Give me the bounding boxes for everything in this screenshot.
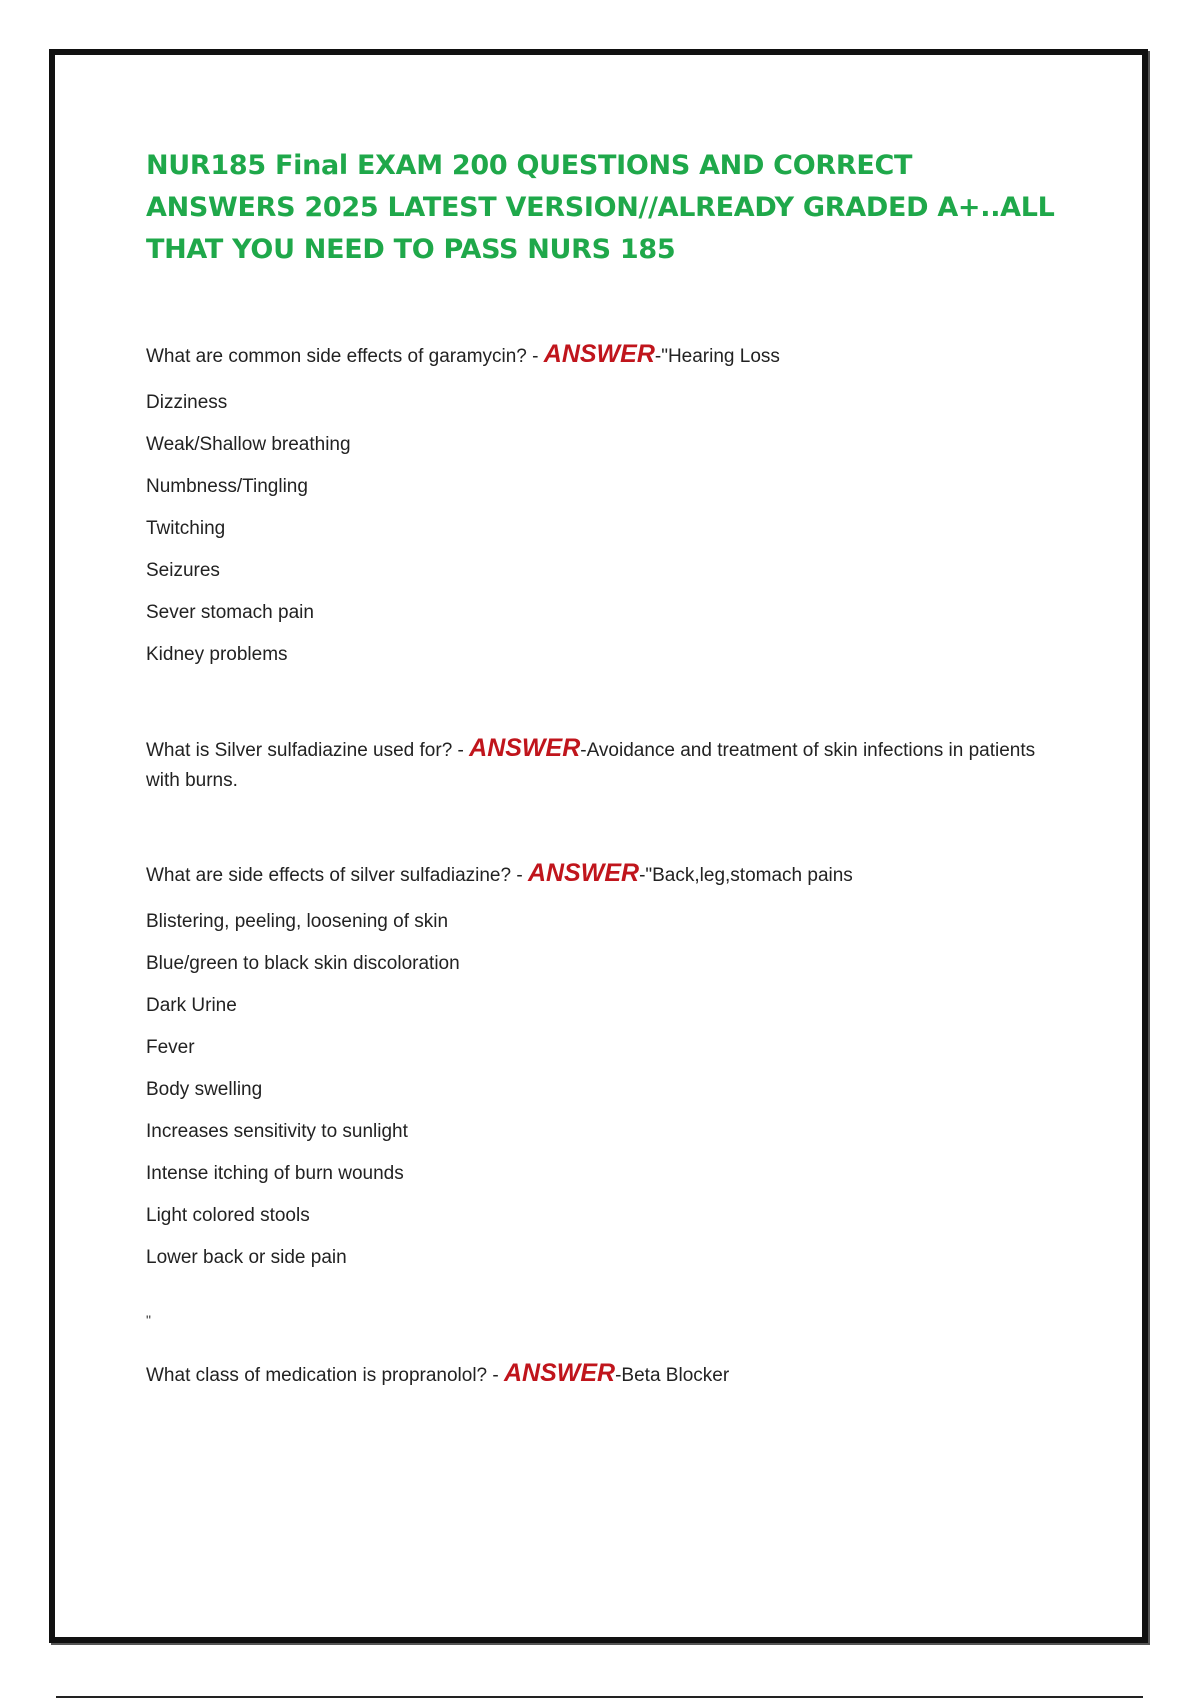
answer-line: Weak/Shallow breathing	[146, 434, 351, 455]
qa-item-garamycin	[146, 339, 1066, 669]
answer-text: -Avoidance and treatment of skin infections in patients with burns.	[146, 740, 1036, 791]
answer-line: Dark Urine	[146, 995, 237, 1016]
document-title: NUR185 Final EXAM 200 QUESTIONS AND CORRECT ANSWERS 2025 LATEST VERSION//ALREADY GRADED A+..ALL THAT YOU NEED TO PASS NURS 185	[146, 150, 1055, 265]
answer-text: -"Hearing Loss	[654, 346, 780, 367]
question-text: What are common side effects of garamycin? -	[146, 346, 544, 367]
answer-line: Dizziness	[146, 392, 228, 413]
answer-line: Blistering, peeling, loosening of skin	[146, 911, 449, 932]
qa-list	[146, 339, 1066, 1391]
answer-line: Seizures	[146, 560, 220, 581]
question-text: What is Silver sulfadiazine used for? -	[146, 740, 470, 761]
question-text: What are side effects of silver sulfadiazine? -	[146, 865, 528, 886]
document-body	[146, 145, 1066, 1391]
qa-item-propranolol	[146, 1358, 1066, 1391]
answer-line: Sever stomach pain	[146, 602, 314, 623]
answer-line: Intense itching of burn wounds	[146, 1163, 404, 1184]
qa-question-line	[146, 858, 1066, 891]
answer-line: Light colored stools	[146, 1205, 310, 1226]
answer-line: Numbness/Tingling	[146, 476, 308, 497]
answer-continuation	[146, 389, 1066, 669]
answer-continuation	[146, 908, 1066, 1272]
answer-line: Increases sensitivity to sunlight	[146, 1121, 408, 1142]
qa-question-line	[146, 339, 1066, 372]
answer-text: -Beta Blocker	[615, 1365, 730, 1386]
answer-line: Fever	[146, 1037, 195, 1058]
answer-label: ANSWER	[469, 734, 581, 762]
qa-item-silver-sulfadiazine-use	[146, 733, 1066, 796]
answer-text: -"Back,leg,stomach pains	[639, 865, 853, 886]
answer-line: Body swelling	[146, 1079, 263, 1100]
qa-question-line	[146, 733, 1066, 796]
closing-quote: "	[146, 1312, 151, 1328]
qa-item-silver-sulfadiazine-side-effects	[146, 858, 1066, 1330]
answer-line: Lower back or side pain	[146, 1247, 347, 1268]
next-page-edge	[56, 1696, 1143, 1698]
answer-label: ANSWER	[527, 859, 640, 887]
qa-question-line	[146, 1358, 1066, 1391]
answer-line: Twitching	[146, 518, 226, 539]
answer-line: Kidney problems	[146, 644, 288, 665]
question-text: What class of medication is propranolol? -	[146, 1365, 504, 1386]
answer-label: ANSWER	[504, 1359, 616, 1387]
answer-label: ANSWER	[543, 340, 655, 368]
answer-line: Blue/green to black skin discoloration	[146, 953, 460, 974]
